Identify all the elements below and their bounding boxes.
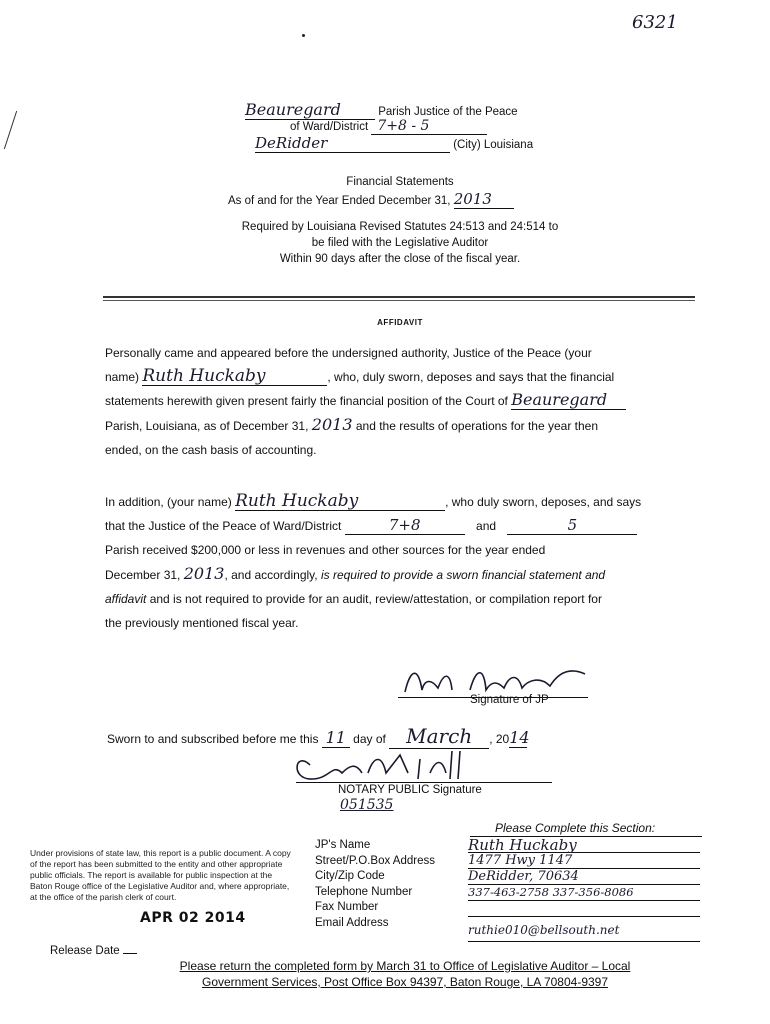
- footer-line-1: Please return the completed form by March 31 to Office of Legislative Auditor – Local: [179, 959, 631, 973]
- value-city-zip: DeRidder, 70634: [468, 869, 700, 885]
- p1-line-d: [105, 413, 700, 438]
- p2-name-suffix: , who duly sworn, deposes, and says: [445, 495, 642, 509]
- p2-line-c: Parish received $200,000 or less in revenues and other sources for the year ended: [105, 543, 546, 557]
- margin-slash: [4, 111, 17, 149]
- p1-name-suffix: , who, duly sworn, deposes and says that the financial: [327, 370, 615, 384]
- city-handwritten: DeRidder: [255, 134, 450, 153]
- value-fax: [468, 901, 700, 917]
- p2-year-handwritten: 2013: [183, 564, 225, 583]
- p2-line-e-text: and is not required to provide for an audit, review/attestation, or compilation report for: [149, 592, 602, 606]
- p2-italic-b: affidavit: [105, 592, 147, 606]
- fs-date-line: [228, 190, 588, 209]
- header-line-3: [255, 134, 575, 153]
- fs-date-prefix: As of and for the Year Ended December 31,: [228, 195, 451, 207]
- release-date-label: [50, 945, 137, 957]
- public-document-note: Under provisions of state law, this report is a public document. A copy of the report has been submitted to the entity and other appropriate public officials. The report is available for public inspection at the Baton Rouge office of the Legislative Auditor and, where appropriate, at the office of the parish clerk of court.: [30, 848, 291, 902]
- p2-line-d: [105, 562, 700, 587]
- received-stamp-date: APR 02 2014: [140, 910, 246, 926]
- p1-line-c: [105, 389, 700, 413]
- p2-date-prefix: December 31,: [105, 568, 181, 582]
- p1-court-handwritten: Beauregard: [511, 391, 626, 410]
- p2-line-a: [105, 490, 700, 514]
- please-complete-label: Please Complete this Section:: [495, 821, 656, 835]
- p2-and: and: [476, 519, 497, 533]
- ward-label: of Ward/District: [290, 121, 369, 133]
- sworn-month-handwritten: March: [389, 724, 489, 749]
- p1-name-handwritten: Ruth Huckaby: [142, 367, 327, 386]
- p2-line-f: the previously mentioned fiscal year.: [105, 616, 299, 630]
- stray-mark: [302, 34, 305, 37]
- jp-signature-label: Signature of JP: [470, 694, 549, 706]
- affidavit-para-1: [105, 341, 700, 462]
- notary-label: NOTARY PUBLIC Signature: [338, 784, 482, 796]
- release-date-line: [123, 953, 137, 954]
- value-email: ruthie010@bellsouth.net: [468, 917, 700, 942]
- p1-date-suffix: and the results of operations for the year then: [355, 419, 599, 433]
- contact-values: [468, 836, 763, 942]
- p2-line-e: [105, 587, 700, 611]
- value-telephone: 337-463-2758 337-356-8086: [468, 885, 700, 901]
- affidavit-para-2: [105, 490, 700, 635]
- notary-id-handwritten: 051535: [340, 797, 394, 813]
- fs-year-handwritten: 2013: [454, 190, 514, 209]
- divider-top-2: [103, 300, 695, 301]
- label-street: Street/P.O.Box Address: [315, 854, 435, 867]
- city-label: (City) Louisiana: [453, 139, 534, 151]
- value-street: 1477 Hwy 1147: [468, 853, 700, 869]
- sworn-prefix: Sworn to and subscribed before me this: [107, 732, 319, 746]
- required-line-3: Within 90 days after the close of the fiscal year.: [279, 253, 521, 265]
- p2-italic-a: is required to provide a sworn financial statement and: [320, 568, 606, 582]
- p2-line-b: [105, 514, 700, 538]
- header-line-2: [290, 118, 590, 135]
- label-telephone: Telephone Number: [315, 885, 413, 898]
- p1-court-prefix: statements herewith given present fairly the financial position of the Court of: [105, 394, 508, 408]
- label-city-zip: City/Zip Code: [315, 870, 385, 882]
- required-line-2: be filed with the Legislative Auditor: [311, 237, 489, 249]
- p2-district-handwritten: 5: [507, 516, 637, 535]
- p1-date-prefix: Parish, Louisiana, as of December 31,: [105, 419, 309, 433]
- label-fax: Fax Number: [315, 901, 379, 913]
- p2-date-mid: , and accordingly,: [224, 568, 318, 582]
- p1-name-prefix: name): [105, 370, 140, 384]
- p2-ward-prefix: that the Justice of the Peace of Ward/District: [105, 519, 342, 533]
- p1-line-a: Personally came and appeared before the undersigned authority, Justice of the Peace (your: [105, 346, 592, 360]
- ward-handwritten: 7+8 - 5: [371, 118, 487, 135]
- label-email: Email Address: [315, 916, 389, 929]
- header-line-1: [245, 100, 585, 120]
- p2-name-prefix: In addition, (your name): [105, 495, 232, 509]
- release-date-text: Release Date: [50, 945, 120, 957]
- affidavit-title: AFFIDAVIT: [377, 318, 423, 327]
- notary-signature-scribble: [290, 745, 490, 785]
- p1-year-handwritten: 2013: [311, 415, 353, 434]
- footer-line-2: Government Services, Post Office Box 94397, Baton Rouge, LA 70804-9397: [201, 975, 609, 989]
- sworn-day-handwritten: 11: [322, 728, 350, 748]
- p2-name-handwritten: Ruth Huckaby: [235, 492, 445, 511]
- divider-top: [103, 296, 695, 298]
- label-jp-name: JP's Name: [315, 839, 371, 851]
- sworn-year-prefix: , 20: [489, 732, 510, 746]
- contact-labels: [315, 838, 465, 931]
- p1-line-e: ended, on the cash basis of accounting.: [105, 443, 317, 457]
- notary-signature-line: [296, 782, 552, 783]
- required-line-1: Required by Louisiana Revised Statutes 24:513 and 24:514 to: [241, 221, 559, 233]
- sworn-year-handwritten: 14: [509, 728, 530, 747]
- p2-ward-handwritten: 7+8: [345, 516, 465, 535]
- sworn-mid: day of: [353, 732, 386, 746]
- parish-name-handwritten: Beauregard: [245, 100, 375, 120]
- value-jp-name: Ruth Huckaby: [468, 836, 700, 853]
- page-number: 6321: [632, 12, 678, 33]
- p1-line-b: [105, 365, 700, 389]
- parish-suffix: Parish Justice of the Peace: [378, 106, 518, 118]
- fs-title: Financial Statements: [346, 176, 454, 188]
